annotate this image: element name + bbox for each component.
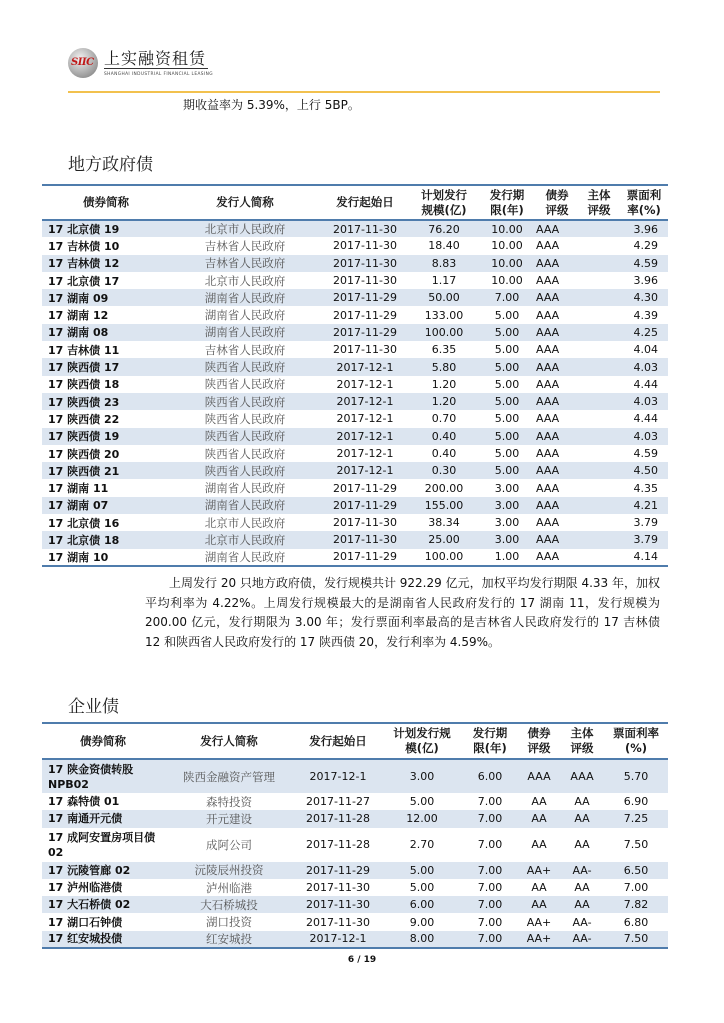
coupon-rate-cell: 4.35 (633, 481, 658, 495)
issue-date-cell: 2017-11-29 (306, 863, 370, 877)
issue-date-cell: 2017-11-29 (333, 481, 397, 495)
col-header-size: 计划发行 规模(亿) (421, 187, 467, 217)
bond-name-cell: 17 湖口石钟债 (48, 915, 123, 929)
issue-size-cell: 100.00 (424, 325, 464, 339)
term-cell: 10.00 (491, 256, 523, 270)
term-cell: 3.00 (494, 533, 520, 547)
bond-rating-cell: AA (531, 881, 547, 895)
table-row (42, 514, 668, 531)
issuer-cell: 北京市人民政府 (204, 532, 286, 547)
issuer-cell: 湖南省人民政府 (204, 325, 286, 340)
issuer-rating-cell (578, 549, 620, 566)
col-header-name: 债券简称 (80, 733, 126, 748)
table-row (42, 497, 668, 514)
col-header-coupon-rate: 票面利率 (%) (613, 726, 659, 755)
term-cell: 7.00 (494, 291, 520, 305)
issue-date-cell: 2017-12-1 (336, 412, 394, 426)
term-cell: 1.00 (494, 550, 520, 564)
coupon-rate-cell: 4.59 (633, 256, 658, 270)
issuer-cell: 湖南省人民政府 (204, 290, 286, 305)
issuer-cell: 湖口投资 (206, 915, 252, 930)
bond-name-cell: 17 陕西债 22 (48, 412, 120, 426)
issuer-rating-cell (578, 324, 620, 341)
bond-name-cell: 17 沅陵管廊 02 (48, 863, 131, 877)
table-header-row (42, 185, 668, 220)
section-title-local-gov: 地方政府债 (68, 155, 153, 175)
term-cell: 10.00 (491, 222, 523, 236)
bond-rating-cell: AAA (536, 308, 560, 322)
term-cell: 7.00 (477, 915, 503, 929)
bond-rating-cell: AA (531, 898, 547, 912)
table-row (42, 931, 668, 948)
col-header-bond-rating: 债券 评级 (527, 726, 551, 755)
issue-date-cell: 2017-11-30 (333, 256, 397, 270)
issuer-cell: 吉林省人民政府 (204, 256, 286, 271)
logo-mark: SIIC (71, 57, 94, 68)
issue-size-cell: 12.00 (406, 812, 438, 826)
term-cell: 5.00 (494, 343, 520, 357)
term-cell: 5.00 (494, 429, 520, 443)
bond-name-cell: 17 湖南 09 (48, 291, 109, 305)
bond-name-cell: 17 南通开元债 (48, 812, 123, 826)
term-cell: 10.00 (491, 239, 523, 253)
issuer-rating-cell (578, 497, 620, 514)
issue-date-cell: 2017-11-29 (333, 498, 397, 512)
bond-name-cell: 17 湖南 11 (48, 482, 109, 496)
term-cell: 7.00 (477, 838, 503, 852)
term-cell: 5.00 (494, 308, 520, 322)
bond-name-cell: 17 陕西债 17 (48, 361, 120, 375)
bond-rating-cell: AAA (536, 274, 560, 288)
issuer-cell: 湖南省人民政府 (204, 308, 286, 323)
issuer-cell: 陕西省人民政府 (204, 429, 286, 444)
issue-size-cell: 9.00 (409, 915, 435, 929)
col-header-issuer: 发行人简称 (216, 195, 274, 209)
issue-size-cell: 1.20 (431, 395, 457, 409)
issue-date-cell: 2017-12-1 (309, 932, 367, 946)
issuer-rating-cell (578, 358, 620, 375)
issue-size-cell: 0.40 (431, 447, 457, 460)
issue-date-cell: 2017-11-29 (333, 550, 397, 564)
table-row (42, 862, 668, 879)
issue-date-cell: 2017-12-1 (309, 770, 367, 783)
issuer-cell: 陕西省人民政府 (204, 446, 286, 461)
table-row (42, 306, 668, 323)
issue-date-cell: 2017-12-1 (336, 429, 394, 443)
coupon-rate-cell: 4.59 (633, 447, 658, 460)
issue-date-cell: 2017-11-29 (333, 291, 397, 305)
term-cell: 5.00 (494, 447, 520, 460)
term-cell: 5.00 (494, 464, 520, 478)
issue-date-cell: 2017-11-30 (333, 533, 397, 547)
coupon-rate-cell: 3.79 (633, 516, 658, 530)
coupon-rate-cell: 3.79 (633, 533, 658, 547)
issue-size-cell: 5.00 (409, 795, 435, 809)
bond-rating-cell: AAA (536, 464, 560, 478)
table-row (42, 879, 668, 896)
coupon-rate-cell: 4.04 (633, 343, 658, 357)
term-cell: 5.00 (494, 412, 520, 426)
issuer-rating-cell (578, 410, 620, 427)
term-cell: 5.00 (494, 325, 520, 339)
bond-rating-cell: AAA (536, 395, 560, 409)
col-header-issuer-rating: 主体 评级 (570, 726, 594, 755)
table-row (42, 255, 668, 272)
bond-name-cell: 17 陕西债 21 (48, 464, 120, 478)
issuer-cell: 陕西省人民政府 (204, 463, 286, 478)
bond-name-cell: 17 北京债 18 (48, 533, 120, 547)
table-row (42, 479, 668, 496)
coupon-rate-cell: 6.90 (623, 795, 649, 809)
coupon-rate-cell: 4.03 (633, 395, 658, 409)
summary-paragraph: 上周发行 20 只地方政府债，发行规模共计 922.29 亿元，加权平均发行期限 4.33 年，加权平均利率为 4.22%。上周发行规模最大的是湖南省人民政府发行的 17 湖南 11，发行规模为 200.00 亿元，发行期限为 3.00 年；发行票面利率最高的是吉林省人民政府发行的 17 吉林债 12 和陕西省人民政府发行的 17 陕西债 20，发行利率为 4.59%。 (145, 576, 660, 649)
issuer-rating-cell: AA (574, 881, 590, 895)
issue-date-cell: 2017-11-28 (306, 812, 370, 826)
term-cell: 6.00 (477, 770, 503, 783)
enterprise-bond-table (42, 722, 668, 949)
coupon-rate-cell: 4.30 (633, 291, 658, 305)
table-row (42, 289, 668, 306)
issue-date-cell: 2017-11-30 (306, 915, 370, 929)
issuer-rating-cell (578, 272, 620, 289)
issue-date-cell: 2017-11-29 (333, 325, 397, 339)
issuer-cell: 湖南省人民政府 (204, 498, 286, 513)
issue-size-cell: 133.00 (424, 308, 464, 322)
bond-name-cell: 17 吉林债 11 (48, 343, 120, 357)
table-row (42, 828, 668, 862)
issue-size-cell: 6.35 (431, 343, 457, 357)
bond-rating-cell: AA+ (526, 863, 552, 877)
issue-size-cell: 25.00 (428, 533, 460, 547)
table-row (42, 810, 668, 827)
issuer-cell: 开元建设 (206, 811, 252, 826)
bond-rating-cell: AAA (536, 516, 560, 530)
issue-date-cell: 2017-12-1 (336, 464, 394, 478)
bond-rating-cell: AA (531, 838, 547, 852)
issue-date-cell: 2017-11-30 (333, 222, 397, 236)
table-row (42, 549, 668, 566)
bond-name-cell: 17 北京债 17 (48, 274, 120, 288)
local-gov-bond-table (42, 184, 668, 567)
col-header-coupon-rate: 票面利 率(%) (626, 187, 662, 217)
issue-size-cell: 38.34 (428, 516, 460, 530)
issuer-cell: 成阿公司 (206, 837, 252, 852)
bond-name-cell: 17 陕西债 23 (48, 395, 120, 409)
bond-name-cell: 17 陕西债 18 (48, 378, 120, 392)
term-cell: 3.00 (494, 481, 520, 495)
coupon-rate-cell: 7.00 (623, 881, 649, 895)
table-row (42, 759, 668, 793)
lead-text: 期收益率为 5.39%，上行 5BP。 (183, 98, 360, 112)
issue-size-cell: 1.20 (431, 377, 457, 391)
bond-rating-cell: AAA (536, 429, 560, 443)
term-cell: 5.00 (494, 377, 520, 391)
coupon-rate-cell: 4.03 (633, 360, 658, 374)
issuer-rating-cell (578, 428, 620, 445)
bond-rating-cell: AAA (536, 481, 560, 495)
coupon-rate-cell: 4.25 (633, 325, 658, 339)
issuer-cell: 北京市人民政府 (204, 222, 286, 237)
bond-name-cell: 17 泸州临港债 (48, 881, 123, 895)
issue-size-cell: 3.00 (409, 770, 435, 783)
bond-rating-cell: AAA (536, 360, 560, 374)
term-cell: 7.00 (477, 863, 503, 877)
issuer-rating-cell (578, 306, 620, 323)
issue-date-cell: 2017-11-29 (333, 308, 397, 322)
table-row (42, 220, 668, 237)
table-row (42, 341, 668, 358)
bond-rating-cell: AAA (536, 533, 560, 547)
term-cell: 3.00 (494, 498, 520, 512)
issuer-rating-cell (578, 255, 620, 272)
coupon-rate-cell: 4.44 (633, 412, 658, 426)
issuer-rating-cell: AAA (570, 770, 594, 783)
bond-name-cell: 17 湖南 10 (48, 550, 109, 564)
issue-size-cell: 5.80 (431, 360, 457, 374)
bond-name-cell: 17 陕金资债转股 NPB02 (48, 762, 134, 791)
issuer-rating-cell (578, 341, 620, 358)
issue-size-cell: 2.70 (409, 838, 435, 852)
col-header-issuer: 发行人简称 (200, 733, 258, 748)
term-cell: 5.00 (494, 395, 520, 409)
issuer-cell: 沅陵辰州投资 (194, 863, 264, 878)
logo-chinese-name: 上实融资租赁 (104, 49, 207, 68)
issuer-cell: 陕西省人民政府 (204, 360, 286, 375)
issuer-cell: 陕西省人民政府 (204, 411, 286, 426)
bond-rating-cell: AAA (536, 550, 560, 564)
table-row (42, 324, 668, 341)
issuer-cell: 陕西省人民政府 (204, 377, 286, 392)
local-gov-summary (145, 574, 660, 652)
col-header-date: 发行起始日 (336, 195, 394, 209)
coupon-rate-cell: 4.03 (633, 429, 658, 443)
term-cell: 10.00 (491, 274, 523, 288)
table-row (42, 428, 668, 445)
term-cell: 3.00 (494, 516, 520, 530)
issue-size-cell: 5.00 (409, 881, 435, 895)
term-cell: 5.00 (494, 360, 520, 374)
issuer-rating-cell (578, 220, 620, 237)
issuer-cell: 陕西金融资产管理 (183, 769, 275, 784)
bond-rating-cell: AAA (527, 770, 551, 783)
bond-name-cell: 17 森特债 01 (48, 795, 120, 809)
issue-size-cell: 50.00 (428, 291, 460, 305)
table-header-row (42, 723, 668, 759)
page-number: 6 / 19 (347, 955, 377, 965)
issue-size-cell: 8.00 (409, 932, 435, 946)
issue-size-cell: 1.17 (431, 274, 457, 288)
coupon-rate-cell: 5.70 (623, 770, 649, 783)
coupon-rate-cell: 7.50 (623, 838, 649, 852)
issuer-rating-cell (578, 479, 620, 496)
bond-rating-cell: AAA (536, 325, 560, 339)
issuer-rating-cell: AA- (572, 915, 592, 929)
issuer-rating-cell (578, 514, 620, 531)
table-row (42, 272, 668, 289)
table-row (42, 376, 668, 393)
bond-rating-cell: AAA (536, 256, 560, 270)
issue-date-cell: 2017-11-30 (306, 881, 370, 895)
col-header-name: 债券简称 (83, 195, 129, 209)
issue-date-cell: 2017-12-1 (336, 377, 394, 391)
coupon-rate-cell: 3.96 (633, 222, 658, 236)
issue-date-cell: 2017-12-1 (336, 360, 394, 374)
issue-size-cell: 0.40 (431, 429, 457, 443)
bond-rating-cell: AAA (536, 343, 560, 357)
issuer-rating-cell (578, 445, 620, 462)
table-row (42, 237, 668, 254)
issuer-cell: 红安城投 (206, 931, 252, 946)
issue-size-cell: 0.30 (431, 464, 457, 478)
logo-english-name: SHANGHAI INDUSTRIAL FINANCIAL LEASING (104, 72, 213, 77)
coupon-rate-cell: 4.44 (633, 377, 658, 391)
issuer-cell: 吉林省人民政府 (204, 238, 286, 253)
table-row (42, 462, 668, 479)
bond-rating-cell: AA+ (526, 915, 552, 929)
bond-rating-cell: AAA (536, 222, 560, 236)
coupon-rate-cell: 7.82 (623, 898, 649, 912)
bond-name-cell: 17 北京债 19 (48, 223, 120, 237)
issue-date-cell: 2017-11-30 (333, 274, 397, 288)
table-row (42, 445, 668, 462)
coupon-rate-cell: 3.96 (633, 274, 658, 288)
coupon-rate-cell: 4.39 (633, 308, 658, 322)
issue-date-cell: 2017-11-27 (306, 795, 370, 809)
issuer-rating-cell: AA (574, 795, 590, 809)
issue-size-cell: 76.20 (428, 222, 460, 236)
bond-name-cell: 17 湖南 08 (48, 326, 109, 340)
issue-size-cell: 6.00 (409, 898, 435, 912)
issuer-rating-cell: AA- (572, 932, 592, 946)
bond-name-cell: 17 湖南 07 (48, 499, 109, 513)
issuer-cell: 北京市人民政府 (204, 515, 286, 530)
issue-date-cell: 2017-11-30 (306, 898, 370, 912)
table-row (42, 913, 668, 930)
term-cell: 7.00 (477, 795, 503, 809)
issuer-rating-cell: AA (574, 812, 590, 826)
bond-rating-cell: AAA (536, 412, 560, 426)
term-cell: 7.00 (477, 812, 503, 826)
term-cell: 7.00 (477, 898, 503, 912)
bond-name-cell: 17 陕西债 20 (48, 447, 120, 461)
col-header-term: 发行期 限(年) (472, 726, 508, 755)
issuer-rating-cell (578, 237, 620, 254)
issuer-rating-cell (578, 393, 620, 410)
coupon-rate-cell: 4.50 (633, 464, 658, 478)
issuer-cell: 吉林省人民政府 (204, 342, 286, 357)
bond-rating-cell: AA (531, 795, 547, 809)
coupon-rate-cell: 4.29 (633, 239, 658, 253)
bond-name-cell: 17 成阿安置房项目债 02 (48, 830, 156, 859)
issue-size-cell: 100.00 (424, 550, 464, 564)
term-cell: 7.00 (477, 881, 503, 895)
issue-date-cell: 2017-11-28 (306, 838, 370, 852)
bond-rating-cell: AA (531, 812, 547, 826)
bond-name-cell: 17 北京债 16 (48, 516, 120, 530)
issuer-rating-cell: AA (574, 898, 590, 912)
col-header-issuer-rating: 主体 评级 (587, 187, 611, 217)
section-title-enterprise: 企业债 (68, 697, 119, 717)
issuer-rating-cell (578, 289, 620, 306)
bond-name-cell: 17 吉林债 10 (48, 239, 120, 253)
col-header-size: 计划发行规 模(亿) (393, 726, 451, 755)
table-row (42, 531, 668, 548)
coupon-rate-cell: 7.50 (623, 932, 649, 946)
table-row (42, 393, 668, 410)
issue-size-cell: 0.70 (431, 412, 457, 426)
coupon-rate-cell: 6.50 (623, 863, 649, 877)
issuer-cell: 大石桥城投 (200, 897, 258, 912)
table-row (42, 410, 668, 427)
bond-rating-cell: AAA (536, 498, 560, 512)
coupon-rate-cell: 4.21 (633, 498, 658, 512)
bond-rating-cell: AAA (536, 291, 560, 305)
issue-date-cell: 2017-12-1 (336, 395, 394, 409)
coupon-rate-cell: 6.80 (623, 915, 649, 929)
issue-date-cell: 2017-11-30 (333, 239, 397, 253)
issue-date-cell: 2017-12-1 (336, 447, 394, 460)
table-row (42, 896, 668, 913)
bond-rating-cell: AAA (536, 239, 560, 253)
coupon-rate-cell: 4.14 (633, 550, 658, 564)
issuer-cell: 泸州临港 (206, 880, 252, 895)
issuer-cell: 陕西省人民政府 (204, 394, 286, 409)
col-header-date: 发行起始日 (309, 733, 367, 748)
bond-name-cell: 17 陕西债 19 (48, 430, 120, 444)
col-header-term: 发行期 限(年) (489, 187, 525, 217)
issuer-rating-cell: AA- (572, 863, 592, 877)
term-cell: 7.00 (477, 932, 503, 946)
issue-size-cell: 8.83 (431, 256, 457, 270)
issuer-cell: 北京市人民政府 (204, 273, 286, 288)
table-row (42, 793, 668, 810)
bond-name-cell: 17 红安城投债 (48, 932, 123, 946)
issuer-rating-cell (578, 462, 620, 479)
issue-size-cell: 200.00 (424, 481, 464, 495)
header-divider (68, 91, 660, 93)
issuer-rating-cell (578, 531, 620, 548)
issue-date-cell: 2017-11-30 (333, 516, 397, 530)
issuer-cell: 湖南省人民政府 (204, 481, 286, 496)
company-logo (68, 44, 228, 82)
coupon-rate-cell: 7.25 (623, 812, 649, 826)
issue-size-cell: 18.40 (428, 239, 460, 253)
bond-rating-cell: AA+ (526, 932, 552, 946)
bond-name-cell: 17 湖南 12 (48, 309, 109, 323)
col-header-bond-rating: 债券 评级 (545, 187, 569, 217)
issue-size-cell: 5.00 (409, 863, 435, 877)
bond-name-cell: 17 大石桥债 02 (48, 898, 131, 912)
bond-name-cell: 17 吉林债 12 (48, 257, 120, 271)
table-row (42, 358, 668, 375)
issue-date-cell: 2017-11-30 (333, 343, 397, 357)
issuer-rating-cell: AA (574, 838, 590, 852)
issue-size-cell: 155.00 (424, 498, 464, 512)
issuer-cell: 森特投资 (206, 794, 252, 809)
issuer-cell: 湖南省人民政府 (204, 549, 286, 564)
bond-rating-cell: AAA (536, 377, 560, 391)
bond-rating-cell: AAA (536, 447, 560, 460)
issuer-rating-cell (578, 376, 620, 393)
